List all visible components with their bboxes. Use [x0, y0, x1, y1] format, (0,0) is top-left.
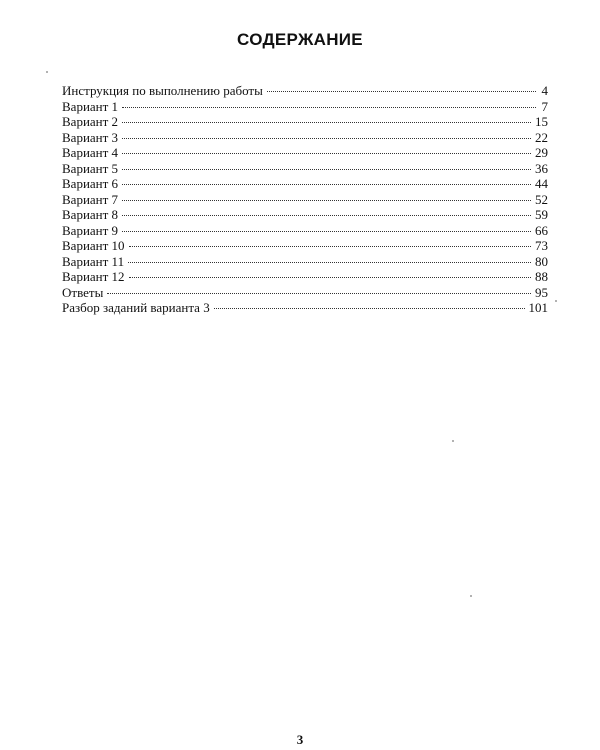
- toc-entry-label: Инструкция по выполнению работы: [62, 83, 263, 98]
- page-number: 3: [296, 732, 304, 747]
- toc-entry-page: 66: [535, 222, 548, 238]
- dot-leader: [122, 152, 531, 154]
- toc-entry-variant-1[interactable]: [62, 99, 548, 115]
- dot-leader: [122, 137, 531, 139]
- toc-entry-page: 88: [535, 269, 548, 284]
- dot-leader: [129, 245, 531, 247]
- dot-leader: [267, 90, 536, 92]
- dot-leader: [107, 292, 531, 294]
- dot-leader: [122, 168, 531, 170]
- toc-entry-variant-3[interactable]: [62, 130, 548, 146]
- toc-entry-variant-2[interactable]: [62, 114, 548, 130]
- toc-entry-page: 4: [541, 83, 548, 98]
- toc-entry-variant-10[interactable]: [62, 238, 548, 254]
- scan-speck: [452, 440, 454, 442]
- dot-leader: [122, 183, 531, 185]
- toc-entry-page: 29: [535, 145, 548, 160]
- toc-entry-label: Вариант 3: [62, 129, 119, 145]
- toc-entry-page: 101: [528, 300, 548, 315]
- page-title: СОДЕРЖАНИЕ: [237, 30, 363, 49]
- toc-entry-page: 15: [535, 114, 548, 129]
- toc-entry-label: Вариант 9: [62, 222, 119, 238]
- dot-leader: [122, 106, 536, 108]
- toc-entry-label: Вариант 5: [62, 160, 119, 176]
- toc-entry-page: 36: [535, 160, 548, 176]
- toc-entry-label: Ответы: [62, 284, 104, 300]
- dot-leader: [122, 199, 531, 201]
- toc-entry-label: Вариант 8: [62, 207, 119, 222]
- toc-entry-page: 7: [541, 98, 548, 114]
- toc-entry-variant-6[interactable]: [62, 176, 548, 192]
- toc-entry-label: Вариант 2: [62, 114, 119, 129]
- toc-entry-label: Вариант 1: [62, 98, 119, 114]
- toc-entry-page: 22: [535, 129, 548, 145]
- toc-entry-page: 73: [535, 238, 548, 253]
- toc-entry-variant-12[interactable]: [62, 269, 548, 285]
- toc-entry-variant-7[interactable]: [62, 192, 548, 208]
- scan-speck: [555, 300, 557, 302]
- scan-speck: [46, 71, 48, 73]
- toc-entry-label: Вариант 10: [62, 238, 125, 253]
- table-of-contents: [62, 83, 548, 316]
- toc-entry-page: 59: [535, 207, 548, 222]
- toc-entry-label: Вариант 4: [62, 145, 119, 160]
- toc-entry-label: Вариант 6: [62, 176, 119, 191]
- toc-entry-variant-4[interactable]: [62, 145, 548, 161]
- toc-entry-variant-9[interactable]: [62, 223, 548, 239]
- dot-leader: [214, 307, 525, 309]
- toc-entry-answers[interactable]: [62, 285, 548, 301]
- toc-entry-variant-11[interactable]: [62, 254, 548, 270]
- toc-entry-page: 80: [535, 253, 548, 269]
- toc-entry-label: Разбор заданий варианта 3: [62, 300, 210, 315]
- toc-entry-variant-8[interactable]: [62, 207, 548, 223]
- dot-leader: [122, 214, 531, 216]
- toc-entry-page: 44: [535, 176, 548, 191]
- toc-entry-label: Вариант 7: [62, 191, 119, 207]
- toc-entry-label: Вариант 11: [62, 253, 125, 269]
- scan-speck: [470, 595, 472, 597]
- toc-entry-instructions[interactable]: [62, 83, 548, 99]
- toc-entry-page: 52: [535, 191, 548, 207]
- dot-leader: [122, 121, 531, 123]
- dot-leader: [129, 276, 531, 278]
- toc-entry-variant-5[interactable]: [62, 161, 548, 177]
- dot-leader: [128, 261, 531, 263]
- dot-leader: [122, 230, 531, 232]
- toc-entry-page: 95: [535, 284, 548, 300]
- toc-entry-label: Вариант 12: [62, 269, 125, 284]
- toc-entry-variant-3-analysis[interactable]: [62, 300, 548, 316]
